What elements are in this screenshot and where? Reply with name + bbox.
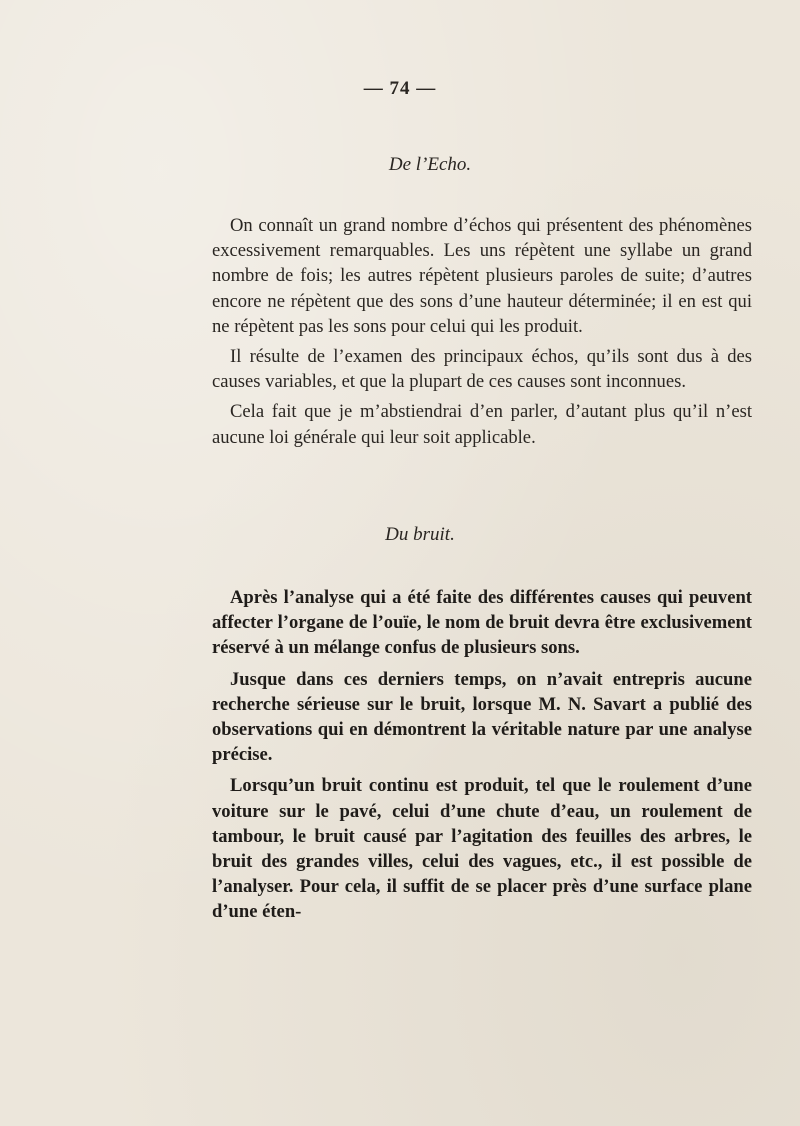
page-number: — 74 —	[363, 78, 437, 99]
paragraph: Jusque dans ces derniers temps, on n’avait entrepris aucune recherche sérieuse sur le bruit, lorsque M. N. Savart a publié des observations qui en démontrent la véritable nature par une analyse précise.	[212, 668, 752, 766]
section-body-bruit	[212, 585, 752, 931]
section-body-echo	[212, 213, 752, 455]
paragraph: Cela fait que je m’abstiendrai d’en parler, d’autant plus qu’il n’est aucune loi générale qui leur soit applicable.	[212, 401, 752, 448]
paragraph: On connaît un grand nombre d’échos qui présentent des phénomènes excessivement remarquables. Les uns répètent une syllabe un grand nombre de fois; les autres répètent plusieurs paroles de suite; d’autres encore ne répètent que des sons d’une hauteur déterminée; il en est qui ne répètent pas les sons pour celui qui les produit.	[212, 215, 752, 337]
paragraph: Il résulte de l’examen des principaux échos, qu’ils sont dus à des causes variables, et que la plupart de ces causes sont inconnues.	[212, 346, 752, 393]
section-title-echo: De l’Echo.	[388, 154, 472, 175]
paragraph: Lorsqu’un bruit continu est produit, tel que le roulement d’une voiture sur le pavé, celui d’une chute d’eau, un roulement de tambour, le bruit causé par l’agitation des feuilles des arbres, le bruit des grandes villes, celui des vagues, etc., il est possible de l’analyser. Pour cela, il suffit de se placer près d’une surface plane d’une éten-	[212, 775, 752, 923]
section-title-bruit: Du bruit.	[385, 524, 455, 545]
paragraph: Après l’analyse qui a été faite des différentes causes qui peuvent affecter l’organe de l’ouïe, le nom de bruit devra être exclusivement réservé à un mélange confus de plusieurs sons.	[212, 587, 752, 659]
